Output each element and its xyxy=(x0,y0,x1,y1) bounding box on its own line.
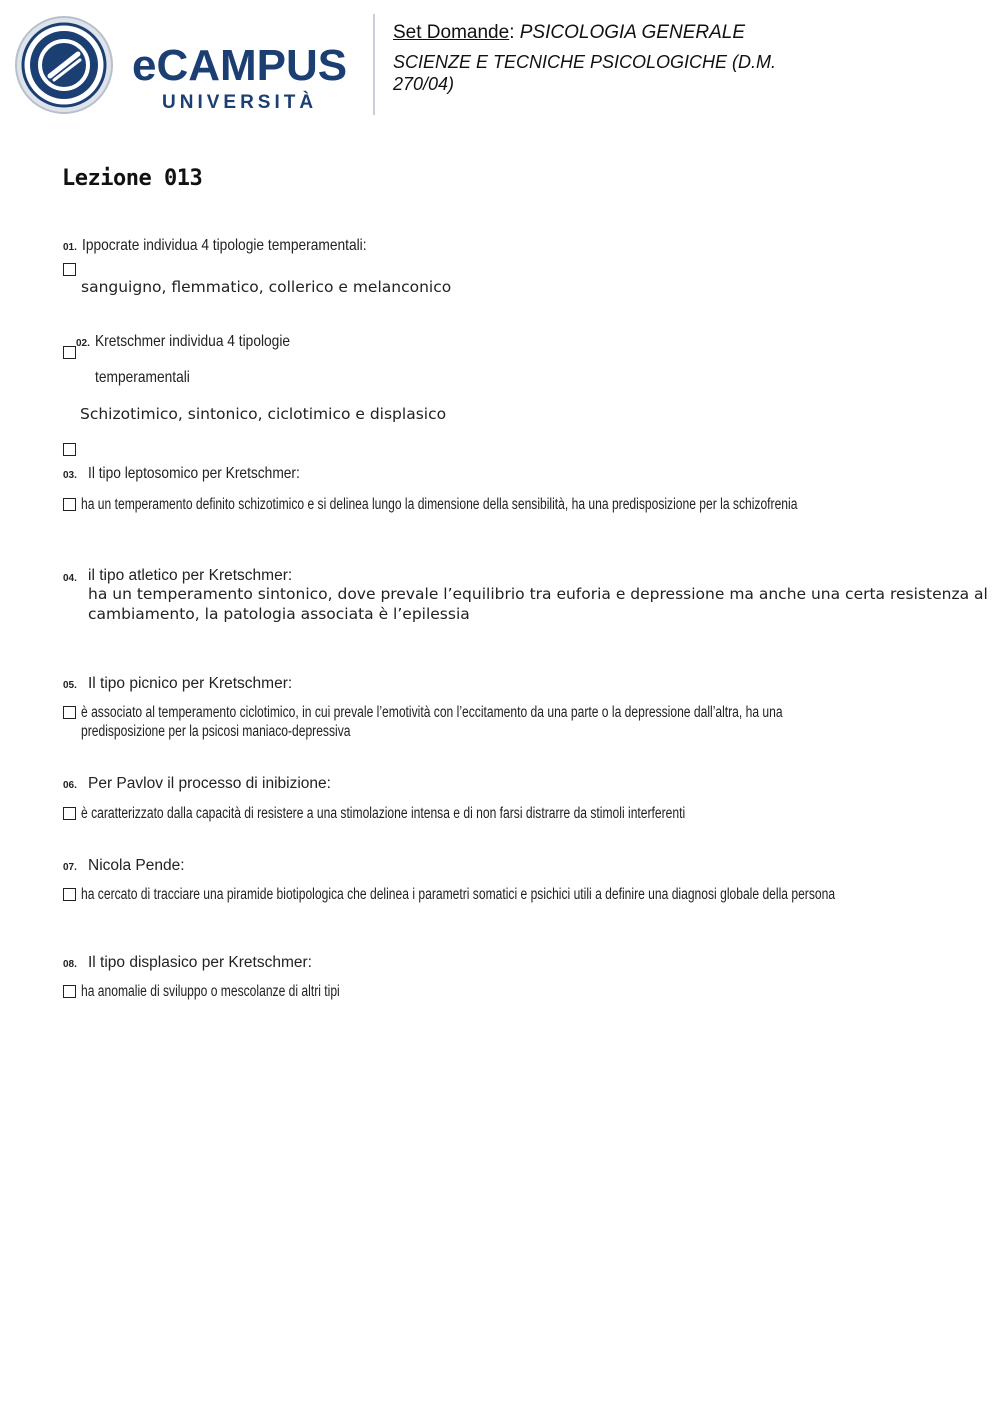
question-text: Il tipo picnico per Kretschmer: xyxy=(88,675,293,692)
logo-wordmark: eCAMPUS xyxy=(132,41,348,90)
set-domande-label: Set Domande xyxy=(393,22,510,43)
answer-text-line1: è associato al temperamento ciclotimico, in cui prevale l’emotività con l’eccitamento da una parte o la depressione dall’altra, ha una xyxy=(81,704,783,721)
question-number: 08. xyxy=(63,959,77,970)
header-divider xyxy=(373,14,375,115)
course-name: PSICOLOGIA GENERALE xyxy=(519,22,746,43)
question-text: il tipo atletico per Kretschmer: xyxy=(88,567,293,584)
answer-text: Schizotimico, sintonico, ciclotimico e displasico xyxy=(80,405,447,423)
answer-text-line1: ha un temperamento sintonico, dove prevale l’equilibrio tra euforia e depressione ma anche una certa resistenza al xyxy=(88,585,988,603)
ecampus-logo xyxy=(14,14,359,116)
question-number: 07. xyxy=(63,862,77,873)
logo-subtext: UNIVERSITÀ xyxy=(162,92,318,113)
answer-checkbox[interactable] xyxy=(63,263,76,276)
answer-checkbox[interactable] xyxy=(63,985,76,998)
question-number: 02. xyxy=(76,338,90,349)
question-number: 03. xyxy=(63,470,77,481)
program-name: SCIENZE E TECNICHE PSICOLOGICHE (D.M. 270/04) xyxy=(393,52,777,94)
question-number: 06. xyxy=(63,780,77,791)
question-text: Ippocrate individua 4 tipologie temperamentali: xyxy=(82,237,367,254)
answer-text: ha anomalie di sviluppo o mescolanze di altri tipi xyxy=(81,983,340,1000)
answer-checkbox[interactable] xyxy=(63,346,76,359)
answer-checkbox[interactable] xyxy=(63,443,76,456)
set-colon: : xyxy=(509,22,515,43)
question-text: Il tipo leptosomico per Kretschmer: xyxy=(88,465,300,482)
answer-checkbox[interactable] xyxy=(63,888,76,901)
answer-text: ha cercato di tracciare una piramide biotipologica che delinea i parametri somatici e psichici utili a definire una diagnosi globale della persona xyxy=(81,886,836,903)
question-text: Kretschmer individua 4 tipologie xyxy=(95,333,291,350)
answer-text: sanguigno, flemmatico, collerico e melanconico xyxy=(81,278,452,296)
question-number: 01. xyxy=(63,242,77,253)
answer-text-line2: predisposizione per la psicosi maniaco-depressiva xyxy=(81,723,351,740)
question-text: Il tipo displasico per Kretschmer: xyxy=(88,954,312,971)
header-set-line xyxy=(393,22,745,44)
answer-text-line2: cambiamento, la patologia associata è l’epilessia xyxy=(88,605,470,623)
answer-checkbox[interactable] xyxy=(63,807,76,820)
answer-checkbox[interactable] xyxy=(63,498,76,511)
question-text: Per Pavlov il processo di inibizione: xyxy=(88,775,331,792)
question-text: Nicola Pende: xyxy=(88,857,185,874)
question-text-continued: temperamentali xyxy=(95,369,190,386)
answer-checkbox[interactable] xyxy=(63,706,76,719)
answer-text: ha un temperamento definito schizotimico e si delinea lungo la dimensione della sensibilità, ha una predisposizione per la schizofrenia xyxy=(81,496,798,513)
question-number: 05. xyxy=(63,680,77,691)
lesson-title: Lezione 013 xyxy=(62,166,203,191)
answer-text: è caratterizzato dalla capacità di resistere a una stimolazione intensa e di non farsi distrarre da stimoli interferenti xyxy=(81,805,686,822)
question-number: 04. xyxy=(63,573,77,584)
